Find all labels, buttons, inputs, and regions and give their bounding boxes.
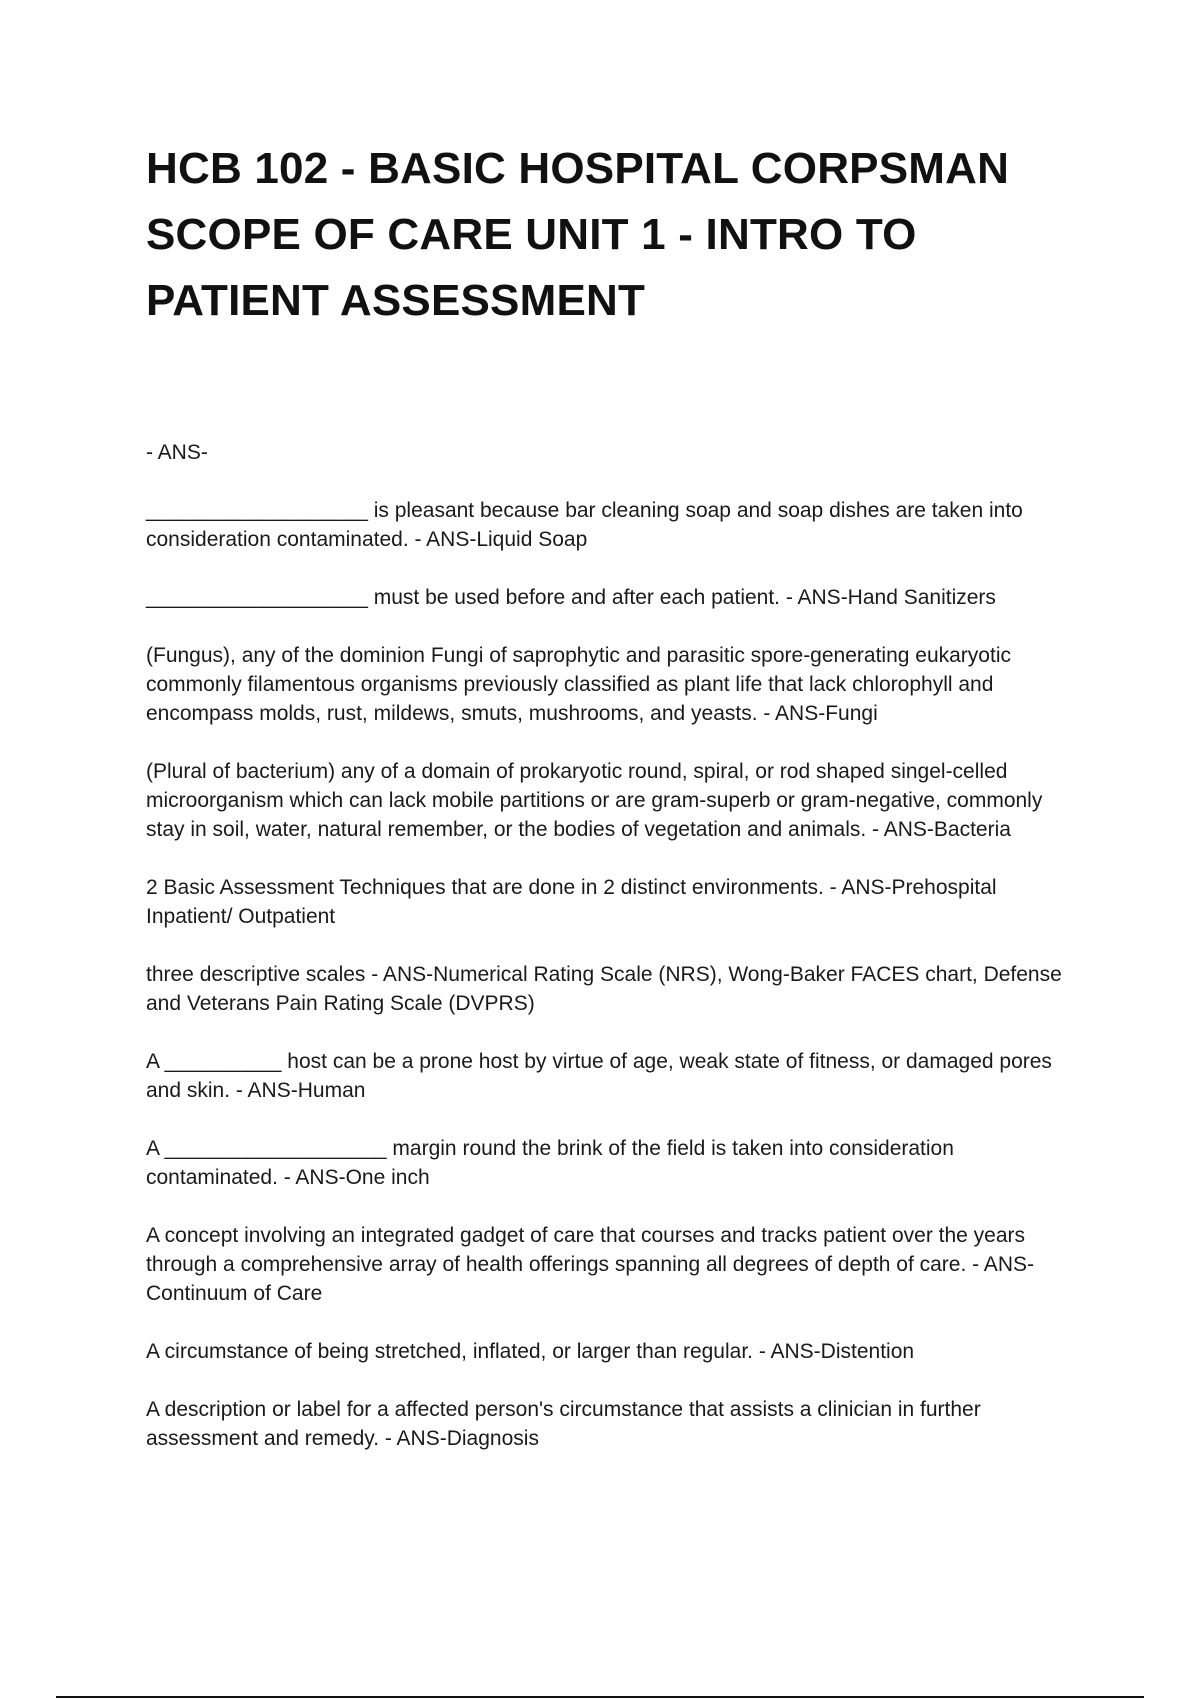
qa-entry: three descriptive scales - ANS-Numerical Rating Scale (NRS), Wong-Baker FACES chart, Defense and Veterans Pain Rating Scale (DVPRS) [146, 963, 1062, 1015]
page-bottom-rule [56, 1696, 1144, 1698]
qa-entry: 2 Basic Assessment Techniques that are done in 2 distinct environments. - ANS-Prehospital Inpatient/ Outpatient [146, 876, 997, 928]
qa-entry: A concept involving an integrated gadget of care that courses and tracks patient over the years through a comprehensive array of health offerings spanning all degrees of depth of care. - ANS-Continuum of Care [146, 1224, 1034, 1305]
qa-entry: A ___________________ margin round the brink of the field is taken into consideration contaminated. - ANS-One inch [146, 1137, 954, 1189]
qa-entry: A __________ host can be a prone host by virtue of age, weak state of fitness, or damaged pores and skin. - ANS-Human [146, 1050, 1052, 1102]
document-title: HCB 102 - BASIC HOSPITAL CORPSMAN SCOPE OF CARE UNIT 1 - INTRO TO PATIENT ASSESSMENT [146, 144, 1010, 325]
qa-entry: A description or label for a affected person's circumstance that assists a clinician in further assessment and remedy. - ANS-Diagnosis [146, 1398, 981, 1450]
qa-entry: - ANS- [146, 441, 208, 464]
qa-entry: ___________________ is pleasant because bar cleaning soap and soap dishes are taken into consideration contaminated. - ANS-Liquid Soap [146, 499, 1023, 551]
qa-entry: A circumstance of being stretched, inflated, or larger than regular. - ANS-Distention [146, 1340, 915, 1363]
qa-entry: (Fungus), any of the dominion Fungi of saprophytic and parasitic spore-generating eukaryotic commonly filamentous organisms previously classified as plant life that lack chlorophyll and encompass molds, rust, mildews, smuts, mushrooms, and yeasts. - ANS-Fungi [146, 644, 1011, 725]
qa-list [146, 438, 1076, 1482]
qa-entry: (Plural of bacterium) any of a domain of prokaryotic round, spiral, or rod shaped singel-celled microorganism which can lack mobile partitions or are gram-superb or gram-negative, commonly stay in soil, water, natural remember, or the bodies of vegetation and animals. - ANS-Bacteria [146, 760, 1043, 841]
qa-entry: ___________________ must be used before and after each patient. - ANS-Hand Sanitizers [146, 586, 996, 609]
